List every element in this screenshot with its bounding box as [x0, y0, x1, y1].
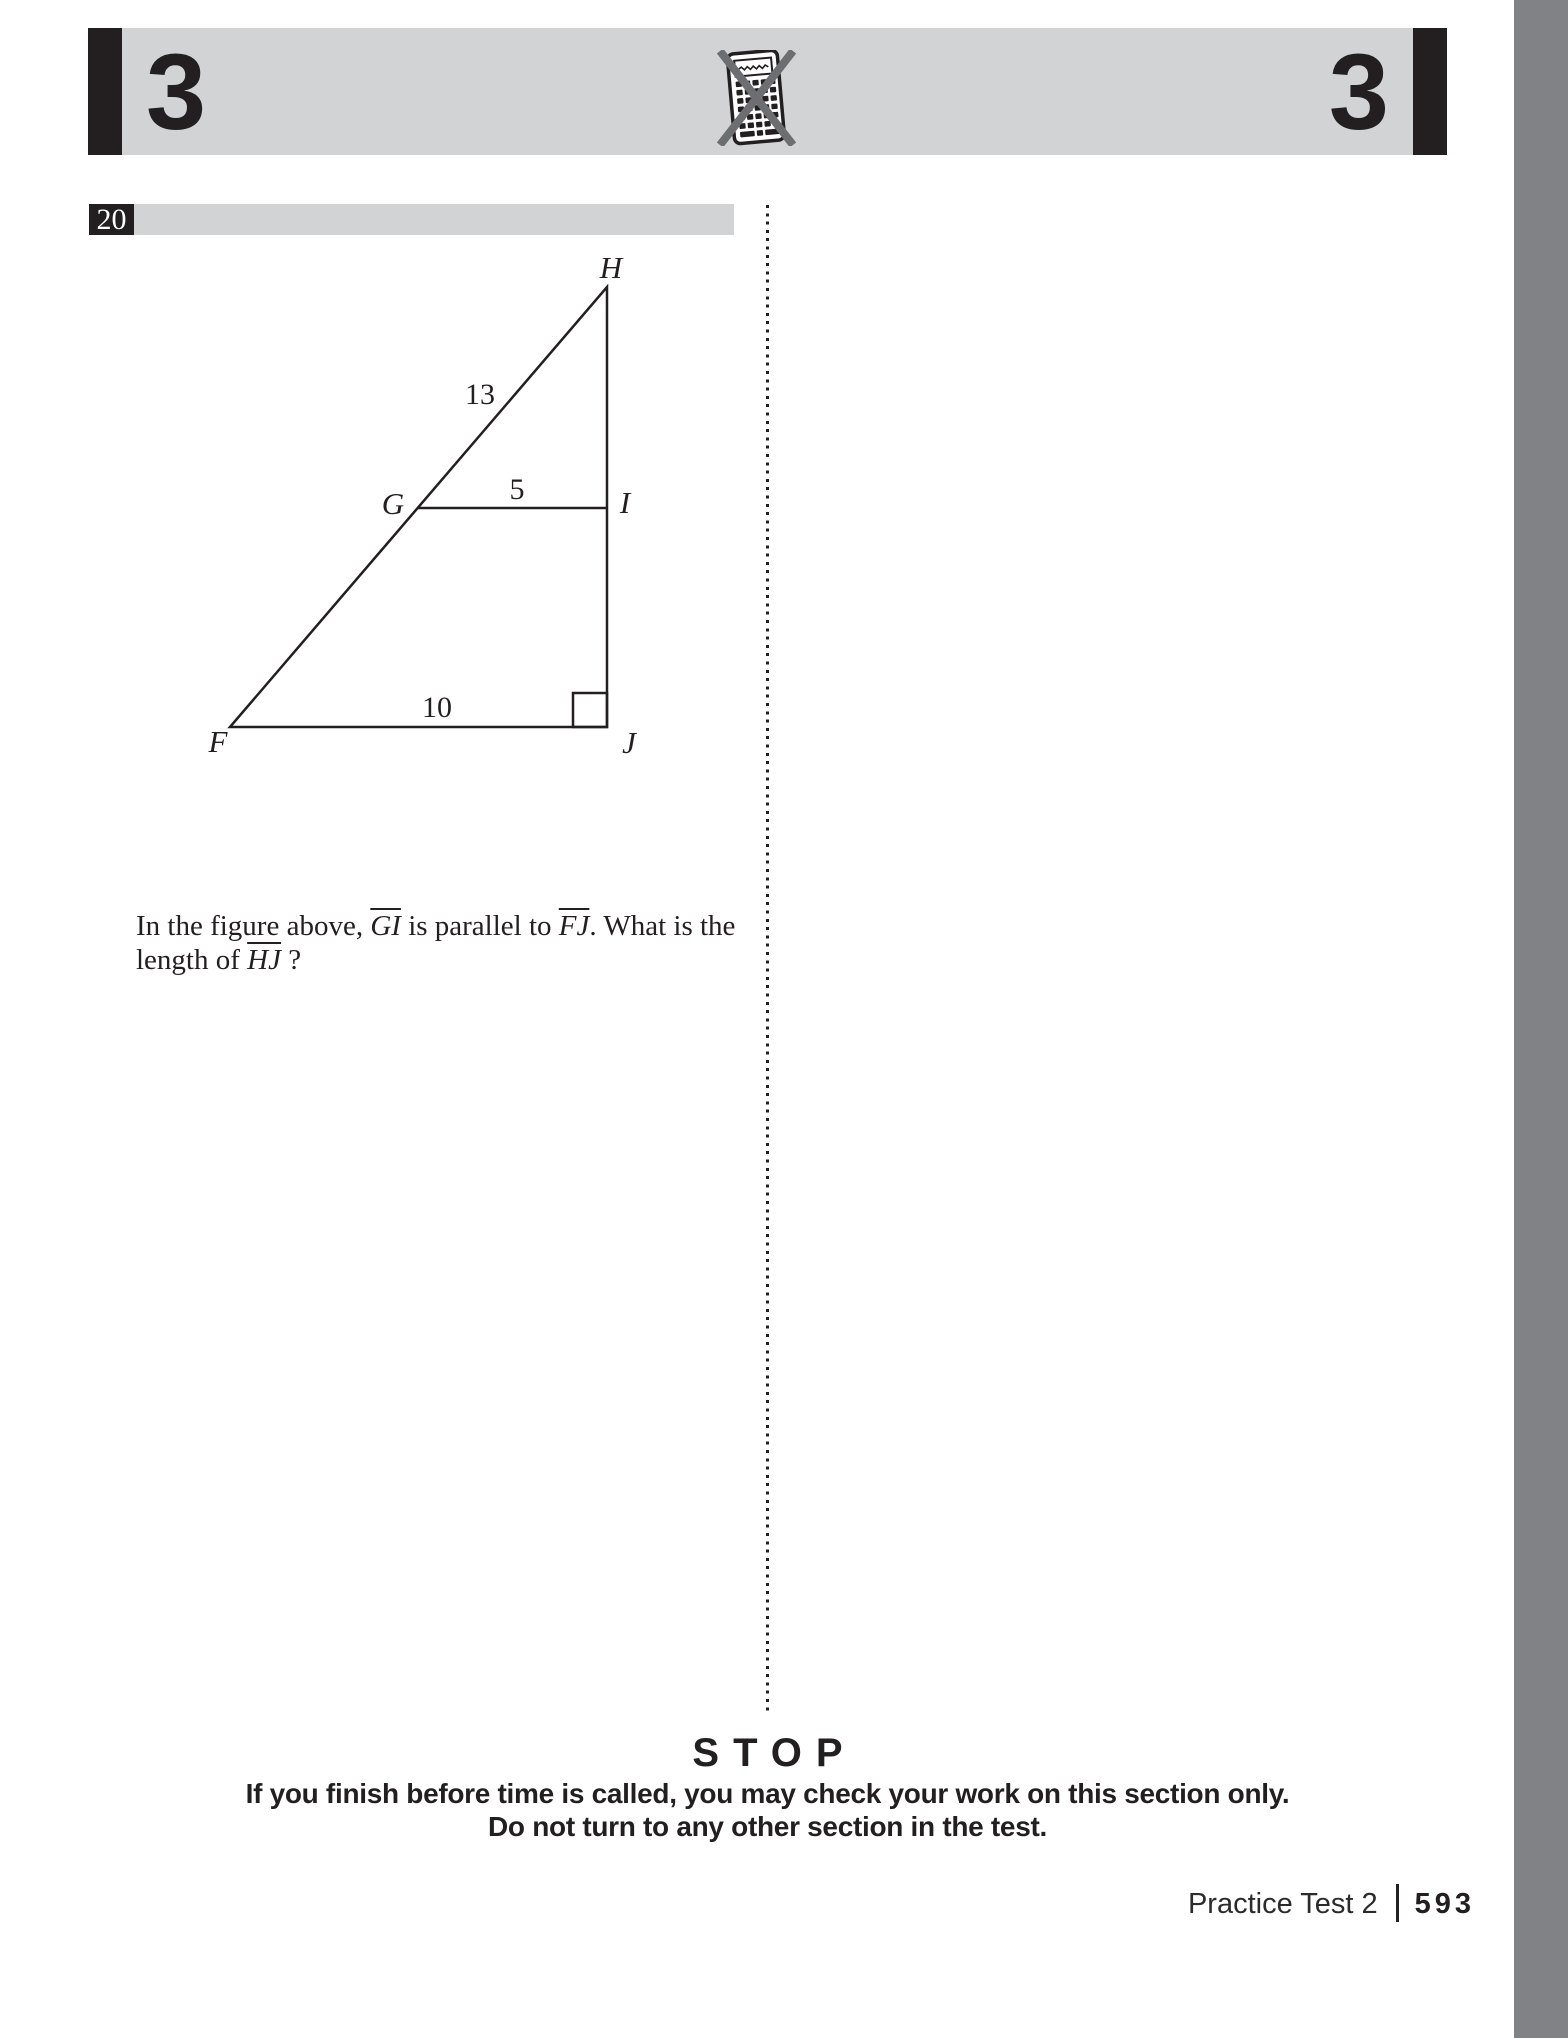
- page-edge-strip: [1514, 0, 1568, 2038]
- header-left-cap: [88, 28, 122, 155]
- stop-title: STOP: [692, 1731, 857, 1775]
- geometry-figure: [150, 250, 670, 770]
- right-angle-marker: [573, 693, 607, 727]
- length-label-gi: 5: [509, 473, 525, 506]
- footer-divider: [1396, 1884, 1399, 1922]
- vertex-label-j: J: [622, 725, 636, 760]
- column-divider: [766, 205, 769, 1715]
- length-label-fj: 10: [422, 691, 452, 724]
- section-number-right: 3: [1328, 30, 1389, 152]
- header-right-cap: [1413, 28, 1447, 155]
- question-prompt-line-2: length of $\overline{HJ}$ ?: [136, 944, 302, 976]
- footer-page-number: 593: [1414, 1888, 1475, 1920]
- question-number-bar: [134, 204, 734, 235]
- stop-block: [88, 1729, 1447, 1843]
- footer-test-label: Practice Test 2: [1187, 1888, 1378, 1920]
- page-footer: [88, 1884, 1475, 1922]
- no-calculator-icon: [704, 50, 808, 146]
- question-number-badge: 20: [89, 204, 134, 235]
- stop-instruction-line-1: If you finish before time is called, you may check your work on this section only.: [245, 1778, 1290, 1809]
- question-prompt-line-1: In the figure above, $\overline{GI}$ is parallel to $\overline{FJ}$. What is the: [136, 910, 736, 942]
- vertex-label-f: F: [208, 724, 228, 759]
- section-number-left: 3: [146, 30, 207, 152]
- question-prompt: [136, 909, 776, 977]
- vertex-label-h: H: [599, 250, 623, 285]
- vertex-label-i: I: [619, 485, 631, 520]
- vertex-label-g: G: [381, 486, 405, 521]
- length-label-gh: 13: [465, 378, 495, 411]
- stop-instruction-line-2: Do not turn to any other section in the test.: [488, 1811, 1047, 1842]
